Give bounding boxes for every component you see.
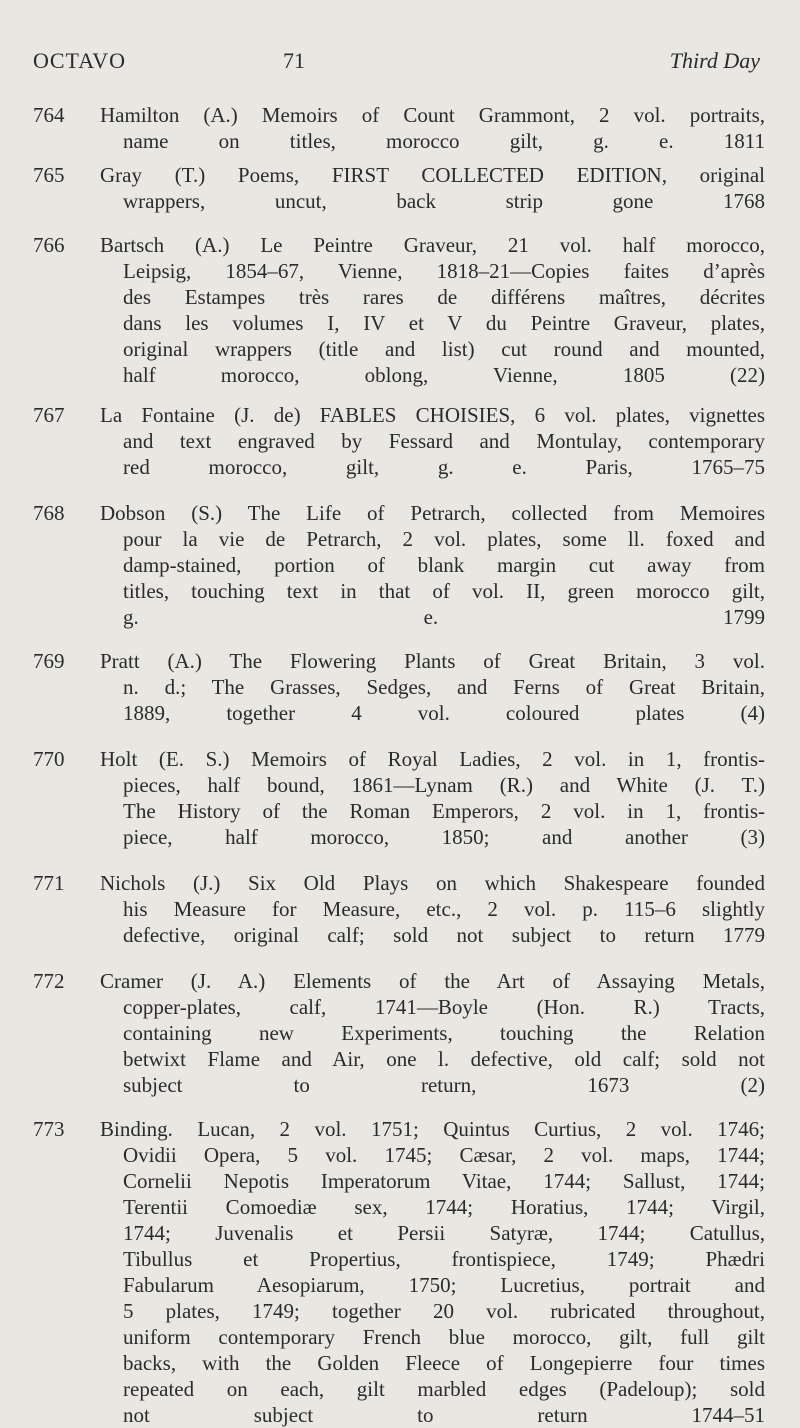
lot-line: La Fontaine (J. de) FABLES CHOISIES, 6 vol. plates, vignettes	[100, 403, 765, 427]
lot-description	[100, 500, 765, 630]
page-header	[33, 48, 760, 88]
lot-line: Gray (T.) Poems, FIRST COLLECTED EDITION, original	[100, 163, 765, 187]
lot-line: backs, with the Golden Fleece of Longepierre four times	[123, 1351, 765, 1375]
lot-line: wrappers, uncut, back strip gone 1768	[123, 189, 765, 213]
lot-line: g. e. 1799	[123, 605, 765, 629]
lot-line: and text engraved by Fessard and Montulay, contemporary	[123, 429, 765, 453]
sale-day: Third Day	[669, 48, 760, 73]
lot-description	[100, 1116, 765, 1428]
lot-line: Binding. Lucan, 2 vol. 1751; Quintus Curtius, 2 vol. 1746;	[100, 1117, 765, 1141]
lot-line: Cornelii Nepotis Imperatorum Vitae, 1744; Sallust, 1744;	[123, 1169, 765, 1193]
lot-number: 770	[33, 747, 65, 771]
lot-number: 767	[33, 403, 65, 427]
lot-line: Nichols (J.) Six Old Plays on which Shakespeare founded	[100, 871, 765, 895]
lot-line: des Estampes très rares de différens maîtres, décrites	[123, 285, 765, 309]
lot-line: uniform contemporary French blue morocco, gilt, full gilt	[123, 1325, 765, 1349]
lot-line: containing new Experiments, touching the Relation	[123, 1021, 765, 1045]
lot-number: 765	[33, 163, 65, 187]
lot-description	[100, 102, 765, 154]
lot-line: his Measure for Measure, etc., 2 vol. p. 115–6 slightly	[123, 897, 765, 921]
lot-line: Fabularum Aesopiarum, 1750; Lucretius, portrait and	[123, 1273, 765, 1297]
lot-line: pour la vie de Petrarch, 2 vol. plates, some ll. foxed and	[123, 527, 765, 551]
lot-line: Dobson (S.) The Life of Petrarch, collected from Memoires	[100, 501, 765, 525]
lot-entry	[33, 746, 765, 850]
lot-line: Ovidii Opera, 5 vol. 1745; Cæsar, 2 vol. maps, 1744;	[123, 1143, 765, 1167]
lot-entry	[33, 648, 765, 726]
lot-line: name on titles, morocco gilt, g. e. 1811	[123, 129, 765, 153]
lot-line: Bartsch (A.) Le Peintre Graveur, 21 vol. half morocco,	[100, 233, 765, 257]
lot-entry	[33, 402, 765, 480]
lot-line: titles, touching text in that of vol. II, green morocco gilt,	[123, 579, 765, 603]
lot-line: damp-stained, portion of blank margin cut away from	[123, 553, 765, 577]
lot-number: 769	[33, 649, 65, 673]
lot-line: Leipsig, 1854–67, Vienne, 1818–21—Copies faites d’après	[123, 259, 765, 283]
lot-description	[100, 648, 765, 726]
lot-line: Cramer (J. A.) Elements of the Art of Assaying Metals,	[100, 969, 765, 993]
lot-description	[100, 746, 765, 850]
lot-line: Tibullus et Propertius, frontispiece, 1749; Phædri	[123, 1247, 765, 1271]
lot-description	[100, 870, 765, 948]
lot-line: defective, original calf; sold not subject to return 1779	[123, 923, 765, 947]
lot-number: 764	[33, 103, 65, 127]
lot-description	[100, 402, 765, 480]
lot-entry	[33, 968, 765, 1098]
lot-entry	[33, 870, 765, 948]
lot-line: 5 plates, 1749; together 20 vol. rubricated throughout,	[123, 1299, 765, 1323]
lot-description	[100, 232, 765, 388]
lot-number: 771	[33, 871, 65, 895]
lot-number: 773	[33, 1117, 65, 1141]
lot-number: 768	[33, 501, 65, 525]
lot-line: repeated on each, gilt marbled edges (Padeloup); sold	[123, 1377, 765, 1401]
lot-line: Holt (E. S.) Memoirs of Royal Ladies, 2 vol. in 1, frontis-	[100, 747, 765, 771]
lot-line: 1744; Juvenalis et Persii Satyræ, 1744; Catullus,	[123, 1221, 765, 1245]
lot-entry	[33, 232, 765, 388]
lot-line: Terentii Comoediæ sex, 1744; Horatius, 1744; Virgil,	[123, 1195, 765, 1219]
lot-line: red morocco, gilt, g. e. Paris, 1765–75	[123, 455, 765, 479]
lot-line: Hamilton (A.) Memoirs of Count Grammont, 2 vol. portraits,	[100, 103, 765, 127]
lot-line: subject to return, 1673 (2)	[123, 1073, 765, 1097]
lot-entry	[33, 500, 765, 630]
lot-number: 766	[33, 233, 65, 257]
page-number: 71	[283, 48, 305, 73]
lot-line: pieces, half bound, 1861—Lynam (R.) and White (J. T.)	[123, 773, 765, 797]
lot-entry	[33, 1116, 765, 1428]
lot-line: 1889, together 4 vol. coloured plates (4)	[123, 701, 765, 725]
lot-number: 772	[33, 969, 65, 993]
lot-description	[100, 968, 765, 1098]
lot-description	[100, 162, 765, 214]
lot-line: dans les volumes I, IV et V du Peintre Graveur, plates,	[123, 311, 765, 335]
lot-line: Pratt (A.) The Flowering Plants of Great Britain, 3 vol.	[100, 649, 765, 673]
section-title: OCTAVO	[33, 48, 127, 73]
lot-line: original wrappers (title and list) cut round and mounted,	[123, 337, 765, 361]
lot-line: n. d.; The Grasses, Sedges, and Ferns of Great Britain,	[123, 675, 765, 699]
lot-line: half morocco, oblong, Vienne, 1805 (22)	[123, 363, 765, 387]
lot-line: The History of the Roman Emperors, 2 vol. in 1, frontis-	[123, 799, 765, 823]
lot-line: copper-plates, calf, 1741—Boyle (Hon. R.) Tracts,	[123, 995, 765, 1019]
lot-line: not subject to return 1744–51	[123, 1403, 765, 1427]
lot-entry	[33, 102, 765, 154]
lot-line: piece, half morocco, 1850; and another (3)	[123, 825, 765, 849]
lot-line: betwixt Flame and Air, one l. defective, old calf; sold not	[123, 1047, 765, 1071]
lot-entry	[33, 162, 765, 214]
